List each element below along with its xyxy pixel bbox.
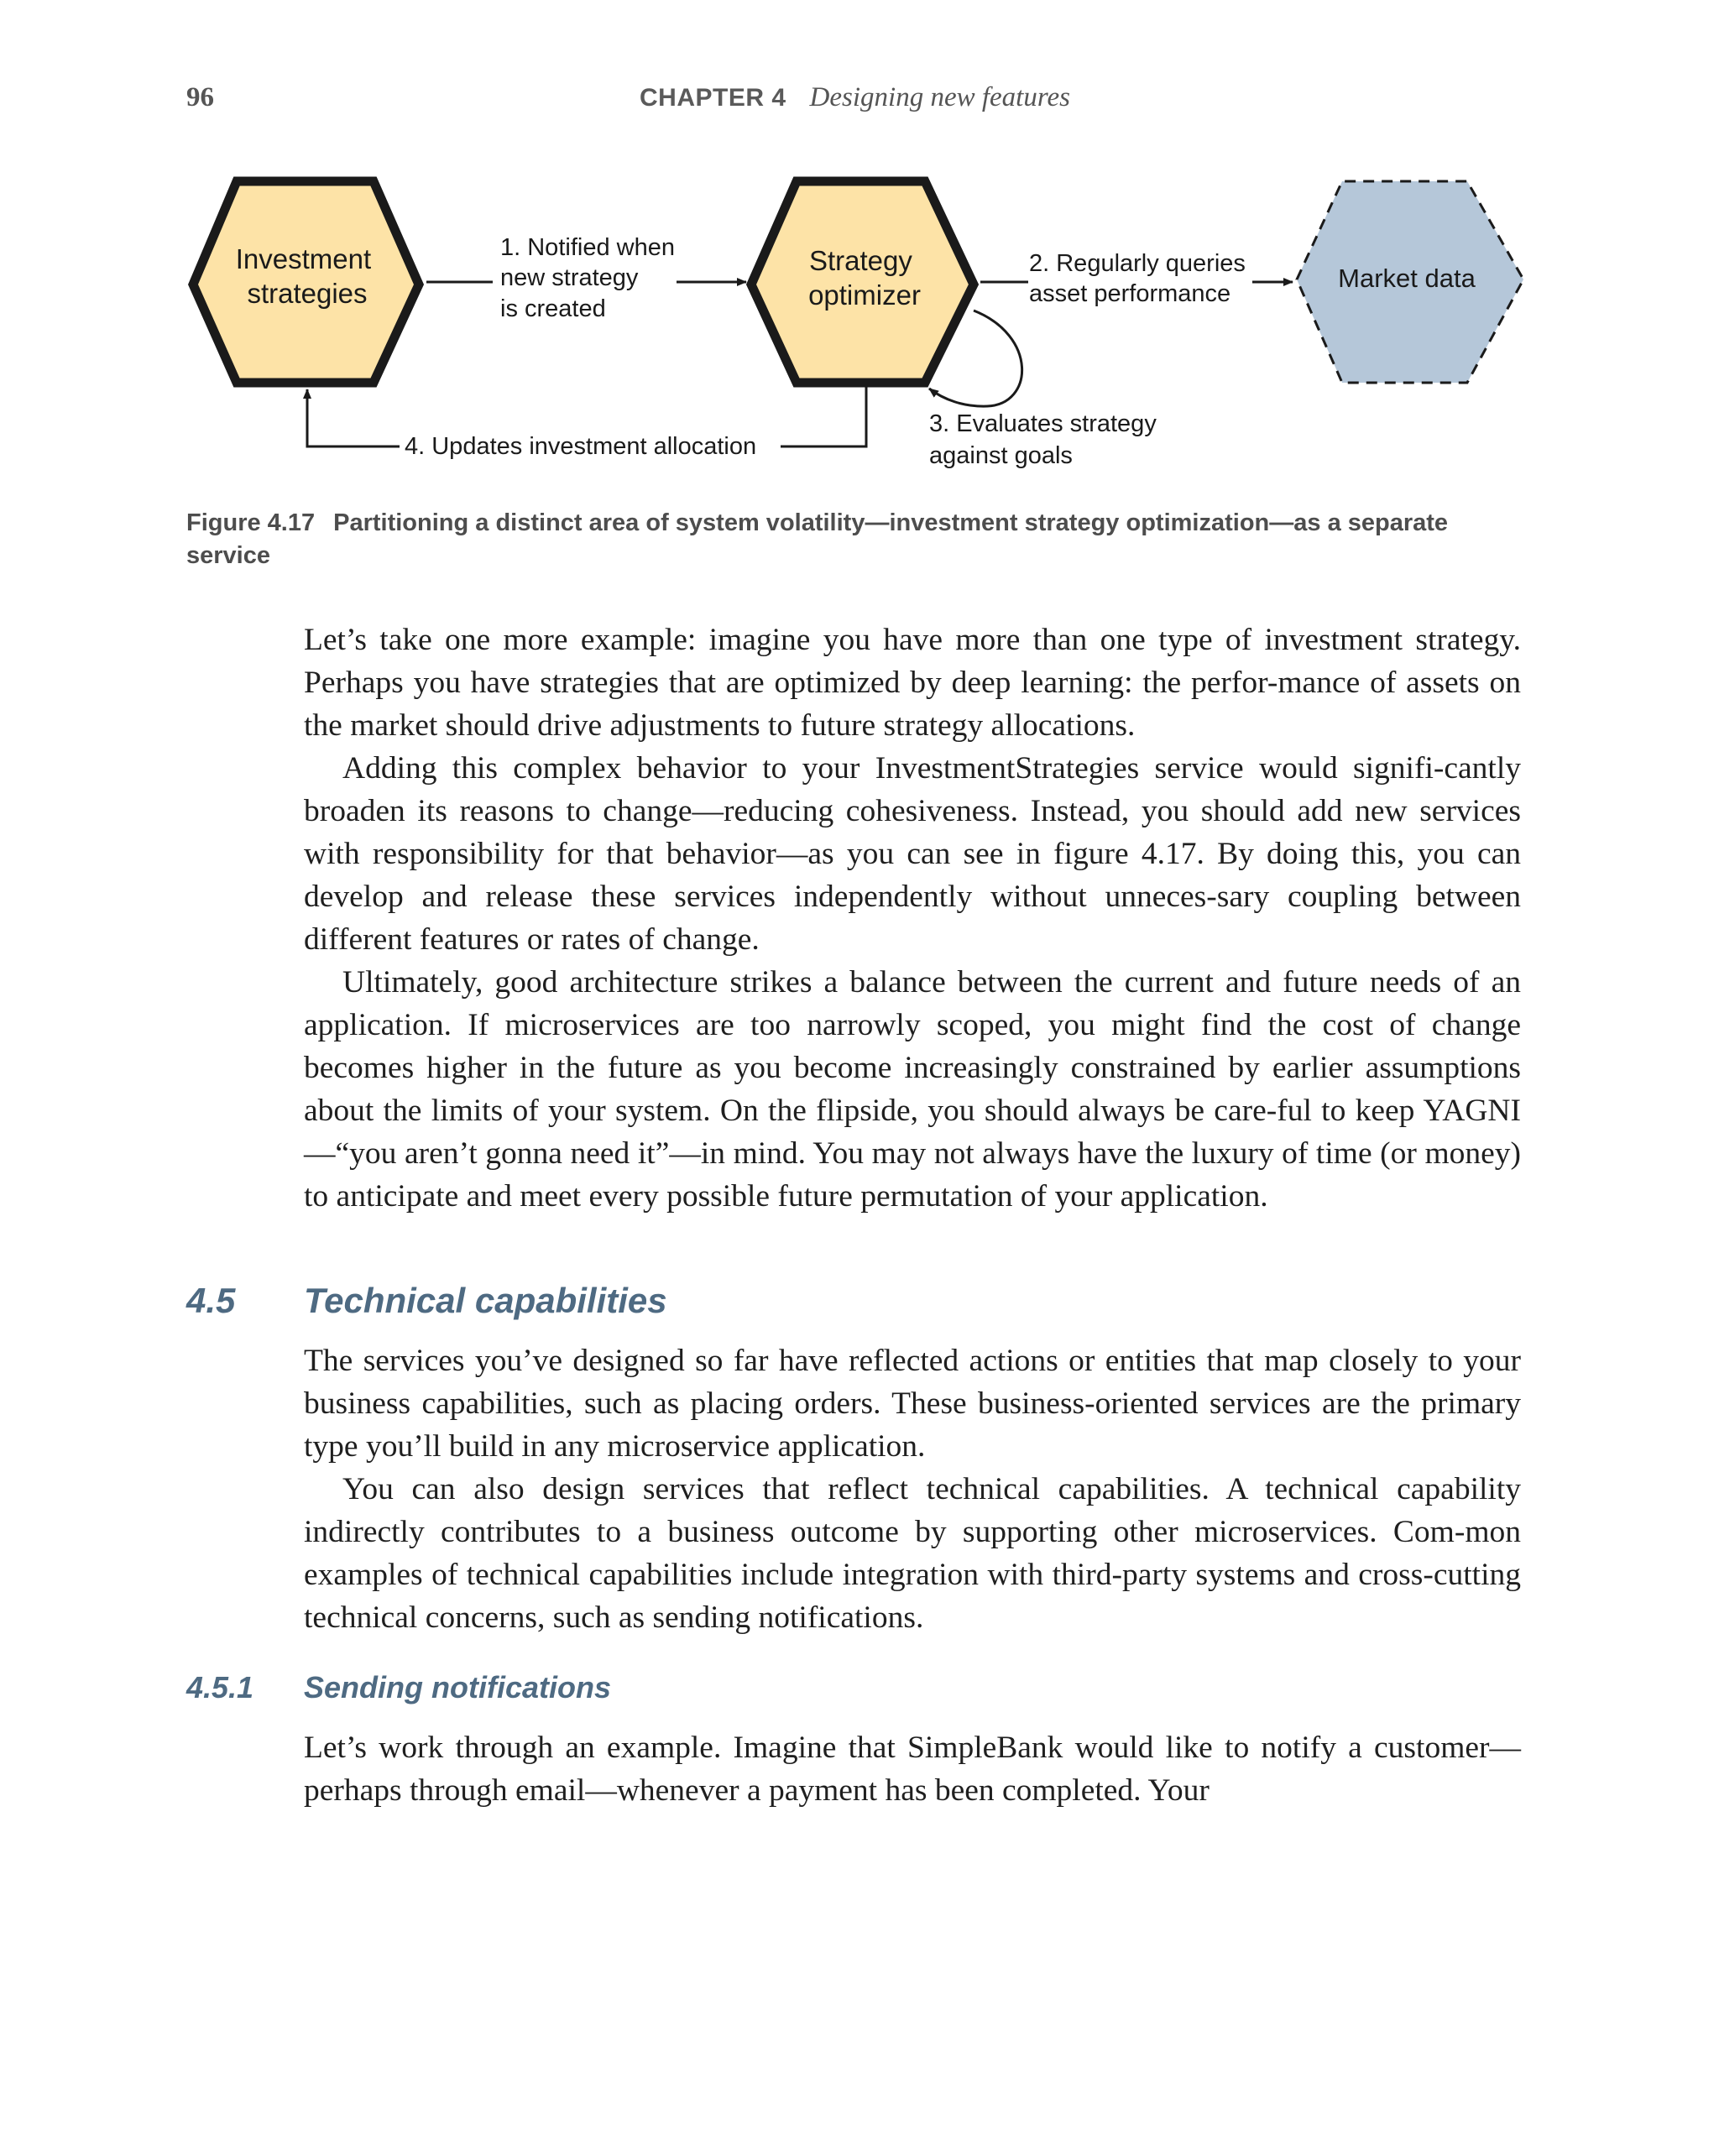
edge-updates-left <box>307 389 400 446</box>
body-text-block-2 <box>304 1339 1521 1639</box>
subsection-number: 4.5.1 <box>186 1670 254 1704</box>
figure-caption <box>186 507 1529 572</box>
chapter-title: Designing new features <box>809 82 1070 112</box>
caption-label: Figure 4.17 <box>186 509 316 536</box>
paragraph: You can also design services that reflect technical capabilities. A technical capability indirectly contributes to a business outcome by supporting other microservices. Com-mon examples of technical capabilities include integration with third-party systems and cross-cutting technical concerns, such as sending notifications. <box>304 1472 1521 1635</box>
edge-notified-line-3: is created <box>500 295 606 322</box>
diagram-svg <box>168 159 1561 495</box>
strategy-optimizer-line-1: Strategy <box>808 245 912 276</box>
subsection-title: Sending notifications <box>304 1670 611 1704</box>
edge-evaluates-line-2: against goals <box>929 442 1073 469</box>
paragraph: Let’s take one more example: imagine you have more than one type of investment strategy. Perhaps you have strategies that are optimized by deep learning: the perfor-mance of assets on the market should drive adjustments to future strategy allocations. <box>304 623 1521 743</box>
edge-notified-label <box>500 234 682 322</box>
edge-queries-label <box>1029 250 1252 307</box>
edge-updates-right <box>781 383 866 446</box>
edge-evaluates-line-1: 3. Evaluates strategy <box>929 410 1157 437</box>
edge-notified-line-1: 1. Notified when <box>500 234 675 261</box>
body-text-block-1 <box>304 619 1521 1218</box>
caption-text: Partitioning a distinct area of system volatility—investment strategy optimization—as a separate service <box>186 509 1449 569</box>
investment-strategies-line-1: Investment <box>235 243 372 274</box>
edge-notified-line-2: new strategy <box>500 264 639 291</box>
edge-evaluates-label <box>929 410 1163 469</box>
paragraph: Adding this complex behavior to your InvestmentStrategies service would signifi-cantly broaden its reasons to change—reducing cohesiveness. Instead, you should add new services with responsibility for that behavior—as you can see in figure 4.17. By doing this, you can develop and release these services independently without unneces-sary coupling between different features or rates of change. <box>304 751 1521 957</box>
figure-4-17 <box>168 159 1561 495</box>
body-text-block-3 <box>304 1726 1521 1812</box>
edge-updates-label: 4. Updates investment allocation <box>405 433 757 460</box>
edge-queries-line-1: 2. Regularly queries <box>1029 250 1246 277</box>
edge-queries-line-2: asset performance <box>1029 280 1231 307</box>
investment-strategies-line-2: strategies <box>247 278 368 309</box>
running-head <box>640 82 1070 113</box>
section-title: Technical capabilities <box>304 1281 667 1320</box>
market-data-label: Market data <box>1338 264 1476 293</box>
page-number: 96 <box>186 82 214 112</box>
chapter-label: CHAPTER 4 <box>640 84 786 112</box>
paragraph: Let’s work through an example. Imagine that SimpleBank would like to notify a customer—perhaps through email—whenever a payment has been completed. Your <box>304 1731 1521 1808</box>
paragraph: Ultimately, good architecture strikes a balance between the current and future needs of an application. If microservices are too narrowly scoped, you might find the cost of change becomes higher in the future as you become increasingly constrained by earlier assumptions about the limits of your system. On the flipside, you should always be care-ful to keep YAGNI—“you aren’t gonna need it”—in mind. You may not always have the luxury of time (or money) to anticipate and meet every possible future permutation of your application. <box>304 965 1521 1214</box>
strategy-optimizer-line-2: optimizer <box>808 279 921 311</box>
section-number: 4.5 <box>186 1281 236 1320</box>
paragraph: The services you’ve designed so far have reflected actions or entities that map closely to your business capabilities, such as placing orders. These business-oriented services are the primary type you’ll build in any microservice application. <box>304 1344 1521 1464</box>
